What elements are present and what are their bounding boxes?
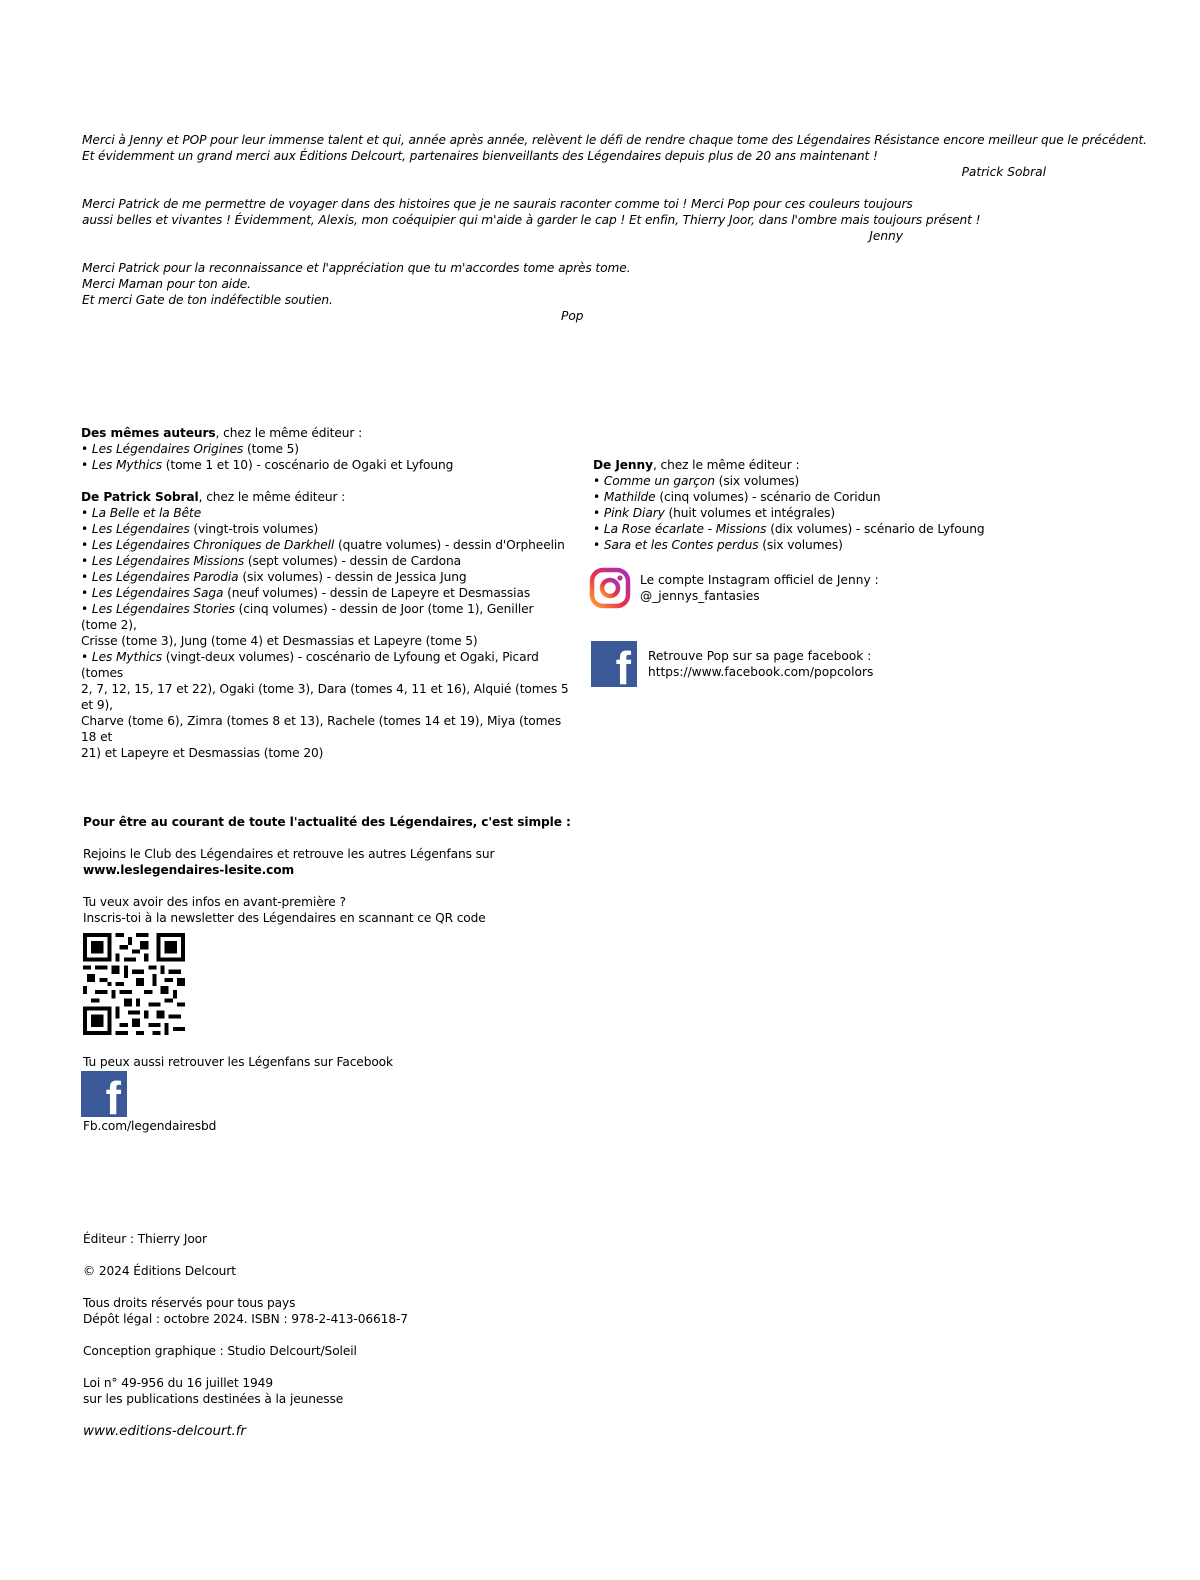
list-item: • Les Mythics (vingt-deux volumes) - coscénario de Lyfoung et Ogaki, Picard (tomes	[81, 650, 539, 680]
list-item-continuation: Charve (tome 6), Zimra (tomes 8 et 13), Rachele (tomes 14 et 19), Miya (tomes 18 et	[81, 714, 562, 744]
legal-deposit: Dépôt légal : octobre 2024. ISBN : 978-2-413-06618-7	[83, 1312, 408, 1326]
list-item: • Comme un garçon (six volumes)	[593, 474, 800, 488]
list-item: • Sara et les Contes perdus (six volumes)	[593, 538, 843, 552]
facebook-pop-text	[648, 648, 873, 680]
thanks-patrick-line2: Et évidemment un grand merci aux Éditions Delcourt, partenaires bienveillants des Légendaires depuis plus de 20 ans maintenant !	[82, 149, 878, 163]
book-details: (neuf volumes) - dessin de Lapeyre et Desmassias	[223, 586, 531, 600]
thanks-pop	[82, 260, 630, 308]
book-title: Les Légendaires	[91, 522, 190, 536]
thanks-pop-line1: Merci Patrick pour la reconnaissance et l'appréciation que tu m'accordes tome après tome.	[82, 261, 631, 275]
list-item: • Les Mythics (tome 1 et 10) - coscénario de Ogaki et Lyfoung	[81, 458, 454, 472]
book-title: Sara et les Contes perdus	[603, 538, 759, 552]
book-title: La Rose écarlate - Missions	[603, 522, 767, 536]
instagram-handle[interactable]: @_jennys_fantasies	[640, 589, 760, 603]
list-item: • Mathilde (cinq volumes) - scénario de Coridun	[593, 490, 881, 504]
instagram-row	[589, 567, 879, 609]
book-details: (vingt-trois volumes)	[189, 522, 319, 536]
newsletter-line: Inscris-toi à la newsletter des Légendaires en scannant ce QR code	[83, 911, 486, 925]
legal-block	[83, 1231, 408, 1439]
book-title: Comme un garçon	[603, 474, 715, 488]
club-line: Rejoins le Club des Légendaires et retrouve les autres Légenfans sur	[83, 847, 495, 861]
legal-editor: Éditeur : Thierry Joor	[83, 1232, 207, 1246]
publisher-website[interactable]: www.editions-delcourt.fr	[83, 1423, 246, 1439]
legal-rights: Tous droits réservés pour tous pays	[83, 1296, 296, 1310]
book-details: (dix volumes) - scénario de Lyfoung	[766, 522, 985, 536]
list-item: • Pink Diary (huit volumes et intégrales)	[593, 506, 836, 520]
newsletter-question: Tu veux avoir des infos en avant-première ?	[83, 895, 346, 909]
list-item: • Les Légendaires (vingt-trois volumes)	[81, 522, 319, 536]
facebook-pop-url[interactable]: https://www.facebook.com/popcolors	[648, 665, 874, 679]
list-item: • Les Légendaires Stories (cinq volumes) - dessin de Joor (tome 1), Geniller (tome 2),	[81, 602, 534, 632]
book-details: (huit volumes et intégrales)	[664, 506, 836, 520]
book-title: Les Légendaires Saga	[91, 586, 224, 600]
list-item: • La Belle et la Bête	[81, 506, 202, 520]
book-title: Les Légendaires Parodia	[91, 570, 239, 584]
thanks-jenny-line1: Merci Patrick de me permettre de voyager dans des histoires que je ne saurais raconter comme toi ! Merci Pop pour ces couleurs toujours	[82, 197, 913, 211]
jenny-heading: De Jenny, chez le même éditeur :	[593, 458, 800, 472]
same-authors-heading: Des mêmes auteurs, chez le même éditeur :	[81, 426, 363, 440]
patrick-sobral-heading: De Patrick Sobral, chez le même éditeur :	[81, 490, 346, 504]
book-title: Les Légendaires Origines	[91, 442, 244, 456]
legal-design: Conception graphique : Studio Delcourt/Soleil	[83, 1344, 357, 1358]
book-title: Les Légendaires Stories	[91, 602, 235, 616]
bibliography-left	[81, 425, 571, 761]
news-heading: Pour être au courant de toute l'actualité des Légendaires, c'est simple :	[83, 815, 571, 829]
legal-copyright: © 2024 Éditions Delcourt	[83, 1264, 236, 1278]
facebook-icon[interactable]: f	[81, 1071, 127, 1117]
signature-jenny: Jenny	[869, 229, 903, 243]
instagram-icon[interactable]	[589, 567, 631, 609]
news-block	[83, 814, 571, 926]
club-site-link[interactable]: www.leslegendaires-lesite.com	[83, 863, 295, 877]
instagram-text	[640, 572, 879, 604]
thanks-patrick	[82, 132, 1147, 164]
legal-law-line2: sur les publications destinées à la jeunesse	[83, 1392, 344, 1406]
facebook-icon[interactable]: f	[591, 641, 637, 687]
list-item: • Les Légendaires Missions (sept volumes) - dessin de Cardona	[81, 554, 462, 568]
book-details: (six volumes) - dessin de Jessica Jung	[238, 570, 467, 584]
book-details: (sept volumes) - dessin de Cardona	[244, 554, 462, 568]
instagram-label: Le compte Instagram officiel de Jenny :	[640, 573, 879, 587]
bibliography-jenny	[593, 457, 1013, 553]
book-details: (cinq volumes) - scénario de Coridun	[655, 490, 881, 504]
book-details: (tome 1 et 10) - coscénario de Ogaki et Lyfoung	[161, 458, 454, 472]
legal-law-line1: Loi n° 49-956 du 16 juillet 1949	[83, 1376, 273, 1390]
book-title: Pink Diary	[603, 506, 665, 520]
book-details: (quatre volumes) - dessin d'Orpheelin	[334, 538, 565, 552]
list-item-continuation: 21) et Lapeyre et Desmassias (tome 20)	[81, 746, 324, 760]
book-details: (six volumes)	[758, 538, 843, 552]
list-item: • Les Légendaires Saga (neuf volumes) - dessin de Lapeyre et Desmassias	[81, 586, 531, 600]
facebook-pop-label: Retrouve Pop sur sa page facebook :	[648, 649, 872, 663]
thanks-pop-line2: Merci Maman pour ton aide.	[82, 277, 251, 291]
signature-patrick: Patrick Sobral	[961, 165, 1046, 179]
book-details: (cinq volumes) - dessin de Joor (tome 1), Geniller (tome 2),	[81, 602, 534, 632]
list-item-continuation: 2, 7, 12, 15, 17 et 22), Ogaki (tome 3), Dara (tomes 4, 11 et 16), Alquié (tomes 5 et 9),	[81, 682, 569, 712]
fb-legenfans-url[interactable]: Fb.com/legendairesbd	[83, 1119, 217, 1133]
book-title: Mathilde	[603, 490, 656, 504]
thanks-jenny-line2: aussi belles et vivantes ! Évidemment, Alexis, mon coéquipier qui m'aide à garder le cap ! Et enfin, Thierry Joor, dans l'ombre mais toujours présent !	[82, 213, 981, 227]
thanks-jenny	[82, 196, 980, 228]
patrick-sobral-list	[81, 505, 571, 761]
list-item: • Les Légendaires Parodia (six volumes) - dessin de Jessica Jung	[81, 570, 467, 584]
facebook-pop-row	[591, 641, 874, 694]
list-item: • Les Légendaires Origines (tome 5)	[81, 442, 299, 456]
list-item-continuation: Crisse (tome 3), Jung (tome 4) et Desmassias et Lapeyre (tome 5)	[81, 634, 478, 648]
book-title: Les Légendaires Missions	[91, 554, 245, 568]
book-details: (tome 5)	[243, 442, 299, 456]
book-title: La Belle et la Bête	[91, 506, 202, 520]
book-title: Les Légendaires Chroniques de Darkhell	[91, 538, 335, 552]
book-details: (six volumes)	[714, 474, 800, 488]
thanks-patrick-line1: Merci à Jenny et POP pour leur immense talent et qui, année après année, relèvent le défi de rendre chaque tome des Légendaires Résistance encore meilleur que le précédent.	[82, 133, 1147, 147]
signature-pop: Pop	[561, 309, 584, 323]
thanks-pop-line3: Et merci Gate de ton indéfectible soutien.	[82, 293, 333, 307]
book-title: Les Mythics	[91, 650, 162, 664]
list-item: • Les Légendaires Chroniques de Darkhell (quatre volumes) - dessin d'Orpheelin	[81, 538, 565, 552]
newsletter-qr-code[interactable]	[83, 933, 185, 1035]
fb-legenfans-line: Tu peux aussi retrouver les Légenfans sur Facebook	[83, 1055, 393, 1069]
book-title: Les Mythics	[91, 458, 162, 472]
same-authors-list	[81, 441, 571, 473]
book-details: (vingt-deux volumes) - coscénario de Lyfoung et Ogaki, Picard (tomes	[81, 650, 539, 680]
jenny-list	[593, 473, 1013, 553]
list-item: • La Rose écarlate - Missions (dix volumes) - scénario de Lyfoung	[593, 522, 985, 536]
